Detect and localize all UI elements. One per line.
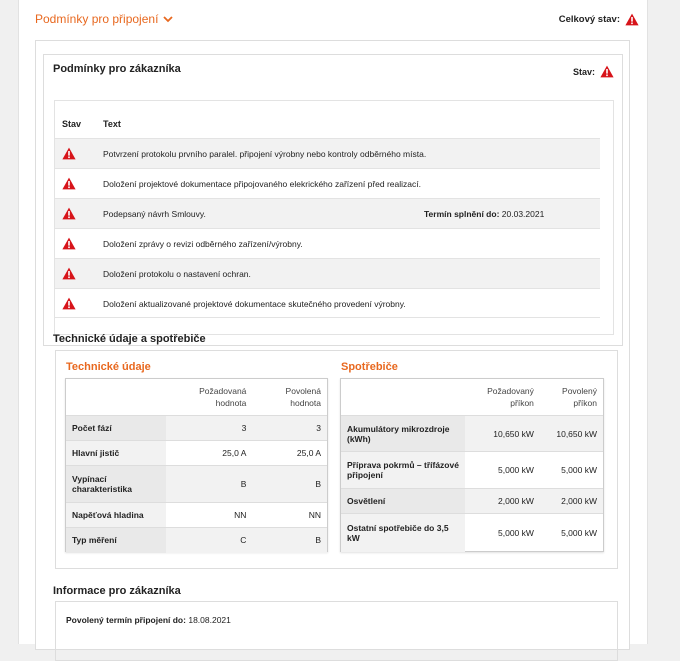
overall-status-label: Celkový stav:	[558, 14, 620, 25]
customer-info-title: Informace pro zákazníka	[53, 585, 181, 597]
row-label: Osvětlení	[341, 489, 465, 514]
requested-value: B	[166, 466, 252, 503]
condition-deadline	[424, 199, 544, 229]
conditions-list	[55, 138, 600, 318]
requested-value: 25,0 A	[166, 441, 252, 466]
allowed-date-value: 18.08.2021	[188, 615, 231, 625]
allowed-value: 2,000 kW	[540, 489, 603, 514]
table-row	[66, 466, 327, 503]
warning-triangle-icon	[62, 297, 76, 310]
allowed-value: B	[252, 528, 327, 553]
page	[18, 0, 648, 644]
allowed-value: B	[252, 466, 327, 503]
requested-value: 3	[166, 416, 252, 441]
condition-text: Potvrzení protokolu prvního paralel. připojení výrobny nebo kontroly odběrného místa.	[103, 149, 427, 159]
requested-value: 5,000 kW	[465, 514, 540, 552]
column-header-allowed: Povolená hodnota	[285, 386, 321, 408]
customer-info-box	[55, 601, 618, 661]
status-label: Stav:	[572, 66, 595, 77]
row-label: Typ měření	[66, 528, 166, 553]
chevron-down-icon	[162, 13, 174, 25]
allowed-value: 3	[252, 416, 327, 441]
row-label: Ostatní spotřebiče do 3,5 kW	[341, 514, 465, 552]
table-row	[341, 452, 603, 489]
technical-box	[55, 350, 618, 569]
conditions-panel	[35, 40, 630, 650]
warning-triangle-icon	[62, 237, 76, 250]
appliances-header-blank	[341, 379, 465, 416]
appliances-table	[340, 378, 604, 552]
tech-data-table	[65, 378, 328, 552]
table-row	[341, 489, 603, 514]
warning-triangle-icon	[62, 267, 76, 280]
deadline-label: Termín splnění do:	[424, 209, 500, 219]
requested-value: NN	[166, 503, 252, 528]
conditions-table	[54, 100, 614, 335]
allowed-connection-date	[66, 615, 231, 625]
warning-triangle-icon	[62, 147, 76, 160]
warning-triangle-icon	[625, 13, 639, 26]
column-header-text: Text	[103, 119, 121, 129]
table-row	[341, 416, 603, 452]
allowed-value: 5,000 kW	[540, 452, 603, 489]
customer-conditions-card	[43, 54, 623, 346]
appliances-title: Spotřebiče	[341, 361, 398, 373]
customer-conditions-status	[573, 65, 614, 78]
warning-triangle-icon	[62, 177, 76, 190]
warning-triangle-icon	[62, 207, 76, 220]
technical-section-title: Technické údaje a spotřebiče	[53, 333, 206, 345]
column-header-requested: Požadovaná hodnota	[199, 386, 247, 408]
condition-text: Doložení zprávy o revizi odběrného zařízení/výrobny.	[103, 239, 303, 249]
condition-row	[55, 198, 600, 228]
condition-row	[55, 258, 600, 288]
deadline-value: 20.03.2021	[501, 209, 545, 219]
row-label: Akumulátory mikrozdroje (kWh)	[341, 416, 465, 452]
tech-data-header-blank	[66, 379, 166, 416]
condition-row	[55, 288, 600, 318]
condition-text: Doložení aktualizované projektové dokumentace skutečného provedení výrobny.	[103, 299, 406, 309]
warning-triangle-icon	[600, 65, 614, 78]
allowed-value: 10,650 kW	[540, 416, 603, 452]
row-label: Příprava pokrmů – třífázové připojení	[341, 452, 465, 489]
row-label: Vypínací charakteristika	[66, 466, 166, 503]
condition-row	[55, 168, 600, 198]
condition-row	[55, 138, 600, 168]
column-header-requested: Požadovaný příkon	[487, 386, 534, 408]
requested-value: 10,650 kW	[465, 416, 540, 452]
requested-value: C	[166, 528, 252, 553]
customer-conditions-title: Podmínky pro zákazníka	[53, 63, 181, 75]
table-row	[66, 528, 327, 553]
section-title: Podmínky pro připojení	[35, 12, 159, 26]
column-header-allowed: Povolený příkon	[562, 386, 597, 408]
conditions-section-toggle[interactable]	[35, 12, 174, 26]
conditions-table-header	[55, 101, 613, 139]
row-label: Hlavní jistič	[66, 441, 166, 466]
table-row	[341, 514, 603, 552]
row-label: Napěťová hladina	[66, 503, 166, 528]
allowed-value: 5,000 kW	[540, 514, 603, 552]
table-row	[66, 441, 327, 466]
condition-text: Doložení protokolu o nastavení ochran.	[103, 269, 251, 279]
overall-status	[559, 13, 639, 26]
allowed-date-label: Povolený termín připojení do:	[66, 615, 186, 625]
tech-data-title: Technické údaje	[66, 361, 151, 373]
column-header-status: Stav	[62, 119, 82, 129]
requested-value: 2,000 kW	[465, 489, 540, 514]
row-label: Počet fází	[66, 416, 166, 441]
allowed-value: NN	[252, 503, 327, 528]
table-row	[66, 416, 327, 441]
condition-row	[55, 228, 600, 258]
requested-value: 5,000 kW	[465, 452, 540, 489]
table-row	[66, 503, 327, 528]
condition-text: Podepsaný návrh Smlouvy.	[103, 209, 206, 219]
allowed-value: 25,0 A	[252, 441, 327, 466]
condition-text: Doložení projektové dokumentace připojovaného elekrického zařízení před realizací.	[103, 179, 421, 189]
